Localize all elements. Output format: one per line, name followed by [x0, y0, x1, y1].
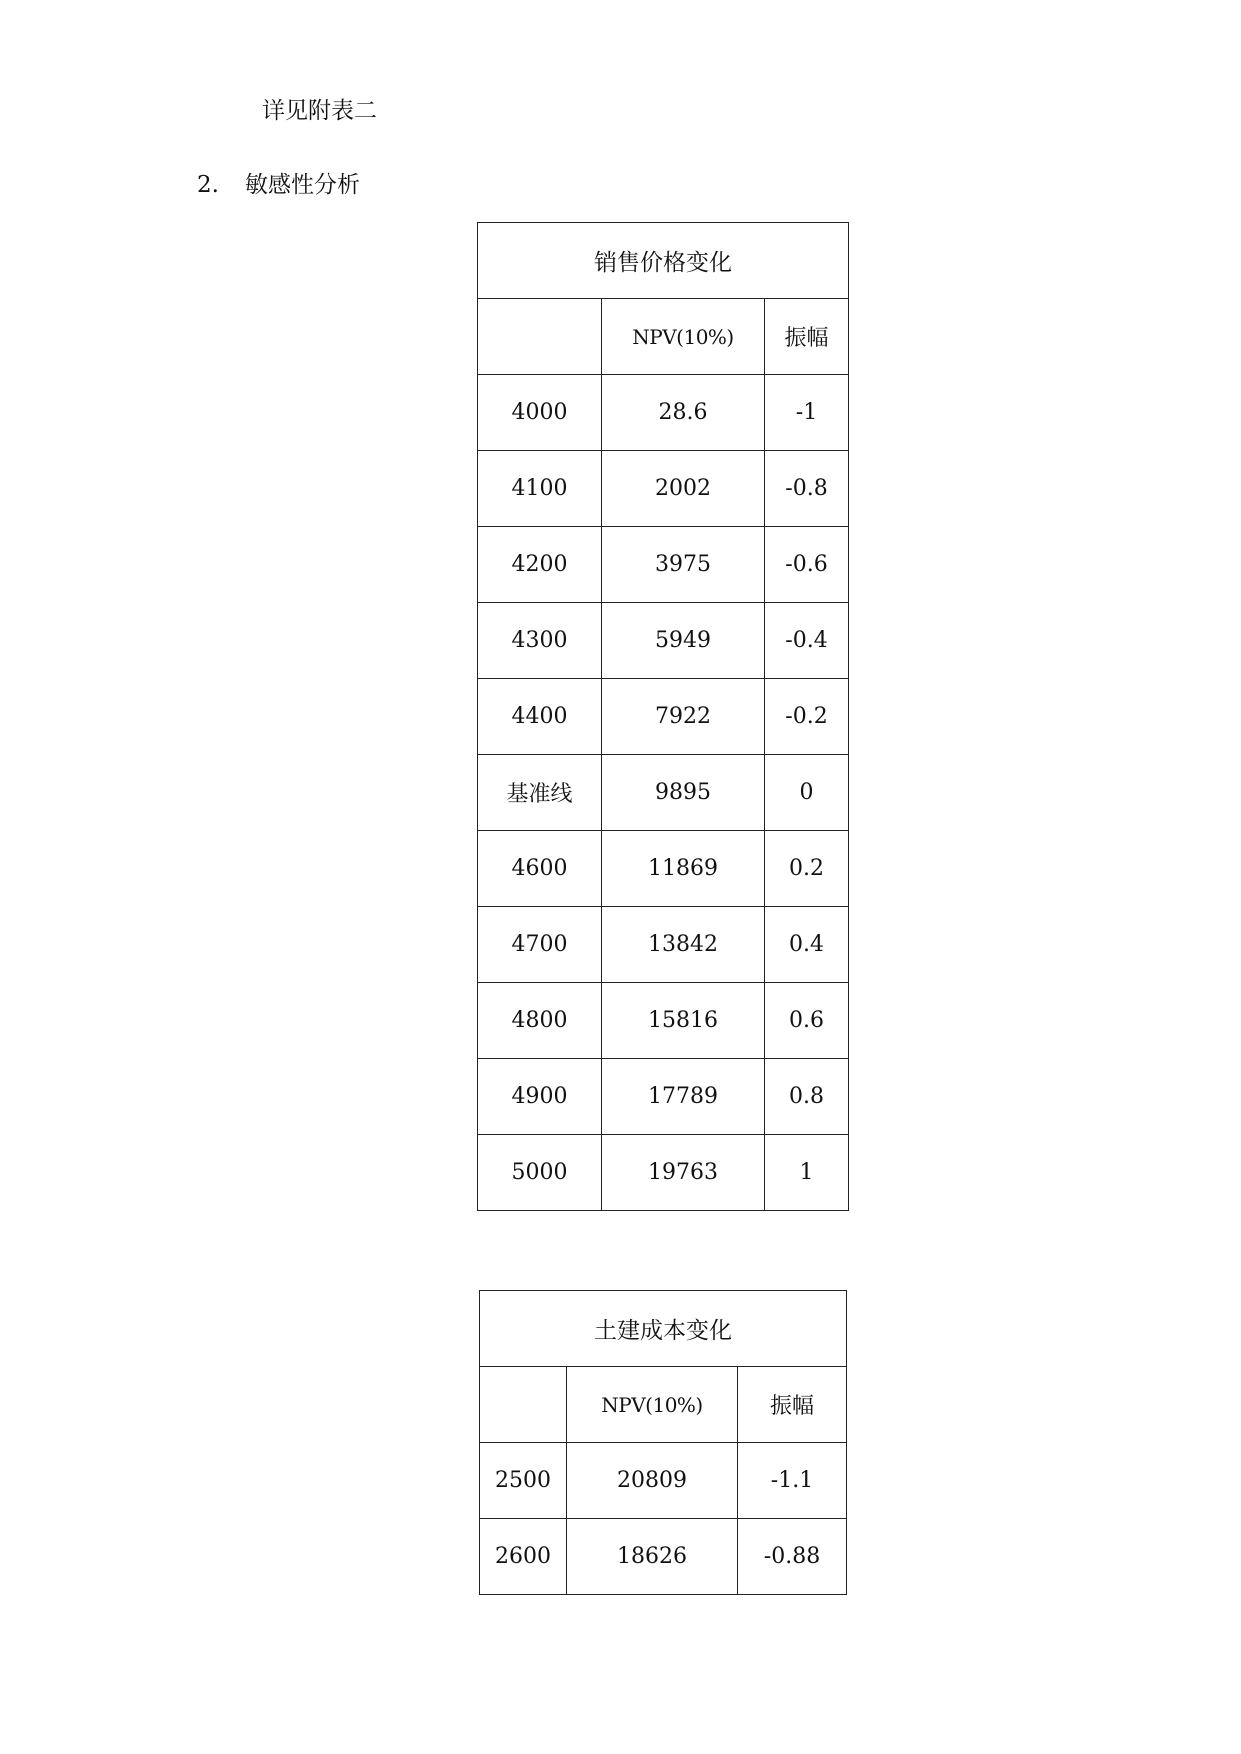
price-cell: 基准线: [478, 755, 602, 831]
table-row: [480, 1443, 847, 1519]
table-row: [480, 1519, 847, 1595]
amplitude-cell: 0.2: [765, 831, 849, 907]
table-header-row: [478, 299, 849, 375]
amplitude-cell: -0.8: [765, 451, 849, 527]
npv-cell: 18626: [567, 1519, 738, 1595]
header-cell-npv: NPV(10%): [567, 1367, 738, 1443]
price-cell: 4100: [478, 451, 602, 527]
intro-text: 详见附表二: [262, 98, 377, 124]
price-cell: 4900: [478, 1059, 602, 1135]
section-number: 2.: [197, 172, 219, 198]
table-header-row: [480, 1367, 847, 1443]
price-cell: 4200: [478, 527, 602, 603]
amplitude-cell: 0: [765, 755, 849, 831]
amplitude-cell: -0.2: [765, 679, 849, 755]
npv-cell: 2002: [602, 451, 765, 527]
amplitude-cell: 1: [765, 1135, 849, 1211]
table-row: [478, 983, 849, 1059]
header-cell-blank: [478, 299, 602, 375]
header-cell-amplitude: 振幅: [765, 299, 849, 375]
table-row: [478, 679, 849, 755]
npv-cell: 20809: [567, 1443, 738, 1519]
table-caption: 销售价格变化: [478, 223, 849, 299]
table-row: [478, 375, 849, 451]
price-cell: 4400: [478, 679, 602, 755]
table-row: [478, 1059, 849, 1135]
npv-cell: 9895: [602, 755, 765, 831]
npv-cell: 11869: [602, 831, 765, 907]
amplitude-cell: -0.4: [765, 603, 849, 679]
table-row: [478, 907, 849, 983]
table-row: [478, 451, 849, 527]
price-cell: 4000: [478, 375, 602, 451]
npv-cell: 19763: [602, 1135, 765, 1211]
amplitude-cell: 0.6: [765, 983, 849, 1059]
amplitude-cell: -0.6: [765, 527, 849, 603]
header-cell-blank: [480, 1367, 567, 1443]
npv-cell: 17789: [602, 1059, 765, 1135]
table-row: [478, 527, 849, 603]
cost-cell: 2500: [480, 1443, 567, 1519]
table-caption-row: [480, 1291, 847, 1367]
header-cell-amplitude: 振幅: [738, 1367, 847, 1443]
npv-cell: 28.6: [602, 375, 765, 451]
npv-cell: 3975: [602, 527, 765, 603]
construction-cost-sensitivity-table: [479, 1290, 847, 1595]
sales-price-sensitivity-table: [477, 222, 849, 1211]
table-caption: 土建成本变化: [480, 1291, 847, 1367]
amplitude-cell: -1.1: [738, 1443, 847, 1519]
amplitude-cell: -1: [765, 375, 849, 451]
price-cell: 4600: [478, 831, 602, 907]
section-title: 敏感性分析: [245, 172, 360, 198]
price-cell: 4800: [478, 983, 602, 1059]
amplitude-cell: 0.4: [765, 907, 849, 983]
cost-cell: 2600: [480, 1519, 567, 1595]
section-heading: [197, 170, 360, 200]
price-cell: 4300: [478, 603, 602, 679]
header-cell-npv: NPV(10%): [602, 299, 765, 375]
npv-cell: 5949: [602, 603, 765, 679]
amplitude-cell: 0.8: [765, 1059, 849, 1135]
amplitude-cell: -0.88: [738, 1519, 847, 1595]
npv-cell: 15816: [602, 983, 765, 1059]
table-row: [478, 1135, 849, 1211]
table-row: [478, 755, 849, 831]
price-cell: 5000: [478, 1135, 602, 1211]
table-caption-row: [478, 223, 849, 299]
npv-cell: 7922: [602, 679, 765, 755]
price-cell: 4700: [478, 907, 602, 983]
table-row: [478, 603, 849, 679]
npv-cell: 13842: [602, 907, 765, 983]
table-row: [478, 831, 849, 907]
